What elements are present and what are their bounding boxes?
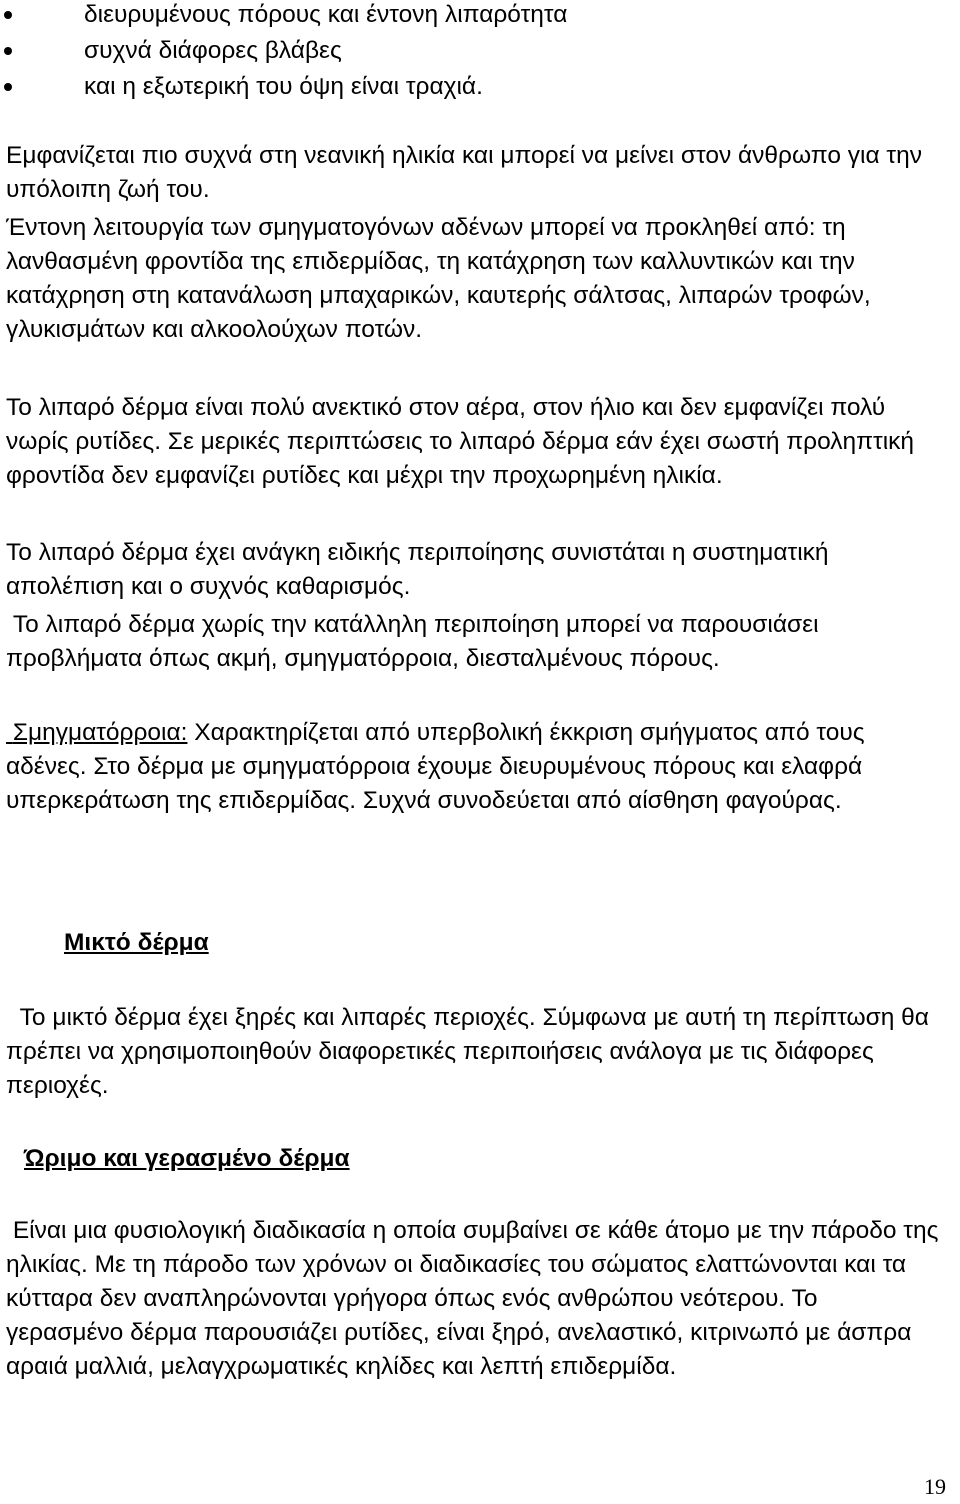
paragraph-causes: Έντονη λειτουργία των σμηγματογόνων αδένων μπορεί να προκληθεί από: τη λανθασμένη φροντίδα της επιδερμίδας, τη κατάχρηση των καλλυντικών και την κατάχρηση στη κατανάλωση μπαχαρικών, καυτερής σάλτσας, λιπαρών τροφών, γλυκισμάτων και αλκοολούχων ποτών. bbox=[6, 214, 871, 343]
heading-mixed-skin: Μικτό δέρμα bbox=[64, 929, 209, 956]
bullet-item: και η εξωτερική του όψη είναι τραχιά. bbox=[0, 69, 940, 105]
seborrhea-term: Σμηγματόρροια: bbox=[6, 719, 188, 746]
paragraph-seborrhea bbox=[6, 716, 940, 818]
paragraph-mixed-skin: Το μικτό δέρμα έχει ξηρές και λιπαρές περιοχές. Σύμφωνα με αυτή τη περίπτωση θα πρέπει να χρησιμοποιηθούν διαφορετικές περιποιήσεις ανάλογα με τις διάφορες περιοχές. bbox=[6, 1004, 936, 1099]
paragraph-problems: Το λιπαρό δέρμα χωρίς την κατάλληλη περιποίηση μπορεί να παρουσιάσει προβλήματα όπως ακμή, σμηγματόρροια, διεσταλμένους πόρους. bbox=[6, 611, 826, 672]
bullet-item: συχνά διάφορες βλάβες bbox=[0, 33, 940, 69]
page-number: 19 bbox=[924, 1474, 946, 1499]
heading-mature-skin: Ώριμο και γερασμένο δέρμα bbox=[24, 1145, 350, 1172]
paragraph-resistance: Το λιπαρό δέρμα είναι πολύ ανεκτικό στον αέρα, στον ήλιο και δεν εμφανίζει πολύ νωρίς ρυτίδες. Σε μερικές περιπτώσεις το λιπαρό δέρμα εάν έχει σωστή προληπτική φροντίδα δεν εμφανίζει ρυτίδες και μέχρι την προχωρημένη ηλικία. bbox=[6, 394, 915, 489]
bullet-icon bbox=[4, 11, 12, 19]
bullet-icon bbox=[4, 47, 12, 55]
paragraph-youth: Εμφανίζεται πιο συχνά στη νεανική ηλικία και μπορεί να μείνει στον άνθρωπο για την υπόλοιπη ζωή του. bbox=[6, 142, 922, 203]
seborrhea-text: Χαρακτηρίζεται από υπερβολική έκκριση σμήγματος από τους αδένες. Στο δέρμα με σμηγματόρροια έχουμε διευρυμένους πόρους και ελαφρά υπερκεράτωση της επιδερμίδας. Συχνά συνοδεύεται από αίσθηση φαγούρας. bbox=[6, 719, 872, 814]
bullet-item: διευρυμένους πόρους και έντονη λιπαρότητα bbox=[0, 0, 940, 33]
paragraph-mature-skin: Είναι μια φυσιολογική διαδικασία η οποία συμβαίνει σε κάθε άτομο με την πάροδο της ηλικίας. Με τη πάροδο των χρόνων οι διαδικασίες του σώματος ελαττώνονται και τα κύτταρα δεν αναπληρώνονται γρήγορα όπως ενός ανθρώπου νεότερου. Το γερασμένο δέρμα παρουσιάζει ρυτίδες, είναι ξηρό, ανελαστικό, κιτρινωπό με άσπρα αραιά μαλλιά, μελαγχρωματικές κηλίδες και λεπτή επιδερμίδα. bbox=[6, 1217, 946, 1380]
bullet-list bbox=[0, 0, 940, 105]
bullet-icon bbox=[4, 83, 12, 91]
paragraph-care: Το λιπαρό δέρμα έχει ανάγκη ειδικής περιποίησης συνιστάται η συστηματική απολέπιση και ο συχνός καθαρισμός. bbox=[6, 539, 829, 600]
